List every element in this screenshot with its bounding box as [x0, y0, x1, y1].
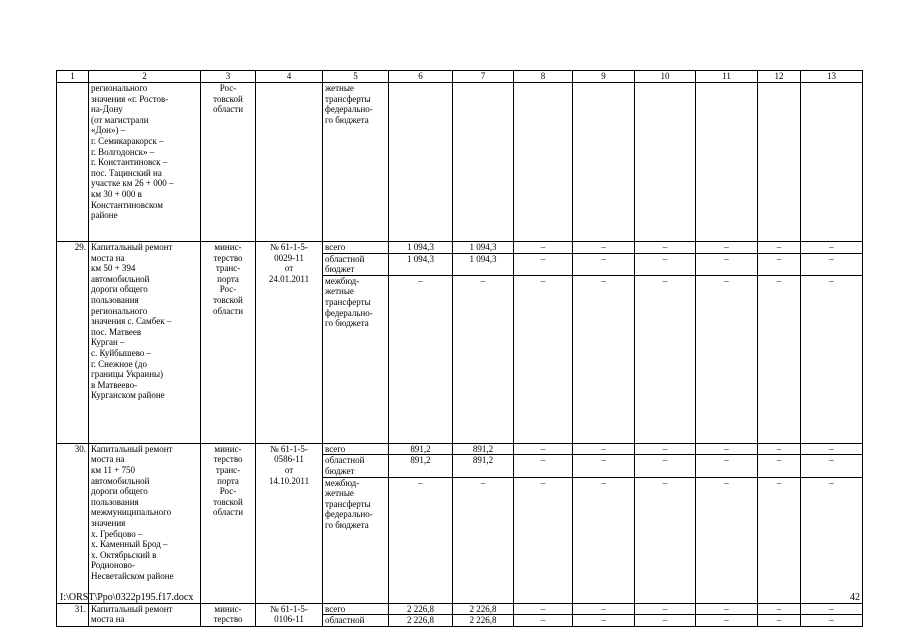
value-cell: – — [758, 615, 801, 627]
funding-source-cell: всего — [323, 242, 389, 254]
value-cell: 2 226,8 — [389, 603, 453, 615]
funding-source-cell: всего — [323, 443, 389, 455]
row-number-cell — [57, 83, 89, 242]
value-cell — [801, 83, 863, 242]
value-cell: – — [635, 253, 696, 275]
value-cell — [635, 83, 696, 242]
value-cell: – — [696, 477, 758, 603]
value-cell: – — [573, 242, 635, 254]
value-cell: – — [635, 455, 696, 477]
value-cell: – — [696, 615, 758, 627]
header-cell: 9 — [573, 71, 635, 83]
value-cell: 1 094,3 — [389, 242, 453, 254]
value-cell: – — [514, 455, 573, 477]
budget-table — [56, 70, 863, 627]
value-cell: – — [389, 477, 453, 603]
value-cell: – — [696, 242, 758, 254]
value-cell: – — [514, 443, 573, 455]
value-cell: – — [514, 603, 573, 615]
value-cell: – — [573, 253, 635, 275]
header-cell: 4 — [256, 71, 323, 83]
agency-cell: минис- терство транс- порта Рос- товской области — [201, 443, 256, 603]
value-cell — [453, 83, 514, 242]
value-cell — [758, 83, 801, 242]
value-cell: – — [573, 443, 635, 455]
object-name-cell: Капитальный ремонт моста на км 11 + 750 автомобильной дороги общего пользования межмуниципального значения х. Гребцово – х. Каменный Брод – х. Октябрьский в Родионово- Несветайском районе — [89, 443, 201, 603]
value-cell: – — [801, 443, 863, 455]
value-cell: – — [514, 253, 573, 275]
value-cell: – — [801, 603, 863, 615]
value-cell: 2 226,8 — [453, 603, 514, 615]
value-cell: – — [635, 477, 696, 603]
value-cell: 1 094,3 — [453, 242, 514, 254]
value-cell: – — [514, 275, 573, 443]
document-cell: № 61-1-5- 0106-11 — [256, 603, 323, 626]
value-cell: 891,2 — [389, 455, 453, 477]
value-cell: – — [696, 443, 758, 455]
column-number-row — [57, 71, 863, 83]
value-cell — [514, 83, 573, 242]
value-cell: – — [573, 615, 635, 627]
agency-cell: минис- терство — [201, 603, 256, 626]
value-cell: – — [696, 253, 758, 275]
table-row — [57, 242, 863, 254]
table-row — [57, 603, 863, 615]
value-cell: – — [514, 615, 573, 627]
value-cell: – — [453, 477, 514, 603]
value-cell: 891,2 — [389, 443, 453, 455]
funding-source-cell: межбюд- жетные трансферты федерально- го бюджета — [323, 275, 389, 443]
page-footer — [60, 592, 860, 604]
value-cell: 2 226,8 — [389, 615, 453, 627]
table-row — [57, 443, 863, 455]
value-cell: – — [696, 455, 758, 477]
value-cell: – — [801, 455, 863, 477]
value-cell: – — [635, 603, 696, 615]
object-name-cell: регионального значения «г. Ростов- на-Дону (от магистрали «Дон») – г. Семикаракорск – г. Волгодонск» – г. Константиновск – пос. Тацинский на участке км 26 + 000 – км 30 + 000 в Константиновском районе — [89, 83, 201, 242]
value-cell: – — [801, 615, 863, 627]
funding-source-cell: межбюд- жетные трансферты федерально- го бюджета — [323, 477, 389, 603]
funding-source-cell: жетные трансферты федерально- го бюджета — [323, 83, 389, 242]
footer-file-path: I:\ORST\Ppo\0322p195.f17.docx — [60, 592, 194, 603]
value-cell: – — [758, 477, 801, 603]
value-cell: – — [514, 242, 573, 254]
row-number-cell: 30. — [57, 443, 89, 603]
funding-source-cell: всего — [323, 603, 389, 615]
header-cell: 7 — [453, 71, 514, 83]
funding-source-cell: областной бюджет — [323, 253, 389, 275]
funding-source-cell: областной бюджет — [323, 455, 389, 477]
document-cell: № 61-1-5- 0586-11 от 14.10.2011 — [256, 443, 323, 603]
value-cell: – — [758, 603, 801, 615]
value-cell: – — [573, 275, 635, 443]
value-cell: – — [758, 275, 801, 443]
value-cell: – — [453, 275, 514, 443]
value-cell: – — [573, 603, 635, 615]
value-cell: 2 226,8 — [453, 615, 514, 627]
header-cell: 10 — [635, 71, 696, 83]
funding-source-cell: областной — [323, 615, 389, 627]
value-cell: – — [758, 253, 801, 275]
value-cell: – — [514, 477, 573, 603]
header-cell: 12 — [758, 71, 801, 83]
header-cell: 5 — [323, 71, 389, 83]
header-cell: 3 — [201, 71, 256, 83]
value-cell: – — [801, 253, 863, 275]
value-cell: – — [635, 275, 696, 443]
value-cell: 1 094,3 — [453, 253, 514, 275]
value-cell: – — [758, 242, 801, 254]
value-cell — [573, 83, 635, 242]
value-cell: – — [801, 477, 863, 603]
value-cell: – — [573, 455, 635, 477]
header-cell: 1 — [57, 71, 89, 83]
value-cell: – — [758, 443, 801, 455]
header-cell: 6 — [389, 71, 453, 83]
object-name-cell: Капитальный ремонт моста на — [89, 603, 201, 626]
row-number-cell: 31. — [57, 603, 89, 626]
header-cell: 8 — [514, 71, 573, 83]
header-cell: 11 — [696, 71, 758, 83]
value-cell: 891,2 — [453, 443, 514, 455]
header-cell: 13 — [801, 71, 863, 83]
header-cell: 2 — [89, 71, 201, 83]
value-cell: – — [635, 443, 696, 455]
agency-cell: минис- терство транс- порта Рос- товской области — [201, 242, 256, 444]
document-cell — [256, 83, 323, 242]
continuation-row — [57, 83, 863, 242]
agency-cell: Рос- товской области — [201, 83, 256, 242]
value-cell: – — [635, 242, 696, 254]
value-cell: – — [801, 242, 863, 254]
row-number-cell: 29. — [57, 242, 89, 444]
value-cell: 891,2 — [453, 455, 514, 477]
value-cell: – — [389, 275, 453, 443]
value-cell: – — [573, 477, 635, 603]
value-cell — [389, 83, 453, 242]
object-name-cell: Капитальный ремонт моста на км 50 + 394 автомобильной дороги общего пользования регионального значения с. Самбек – пос. Матвеев Курган – с. Куйбышево – г. Снежное (до границы Украины) в Матвеево- Курганском районе — [89, 242, 201, 444]
value-cell: – — [696, 603, 758, 615]
value-cell — [696, 83, 758, 242]
document-cell: № 61-1-5- 0029-11 от 24.01.2011 — [256, 242, 323, 444]
value-cell: – — [758, 455, 801, 477]
value-cell: – — [696, 275, 758, 443]
value-cell: – — [801, 275, 863, 443]
value-cell: – — [635, 615, 696, 627]
page-number: 42 — [850, 592, 860, 603]
value-cell: 1 094,3 — [389, 253, 453, 275]
